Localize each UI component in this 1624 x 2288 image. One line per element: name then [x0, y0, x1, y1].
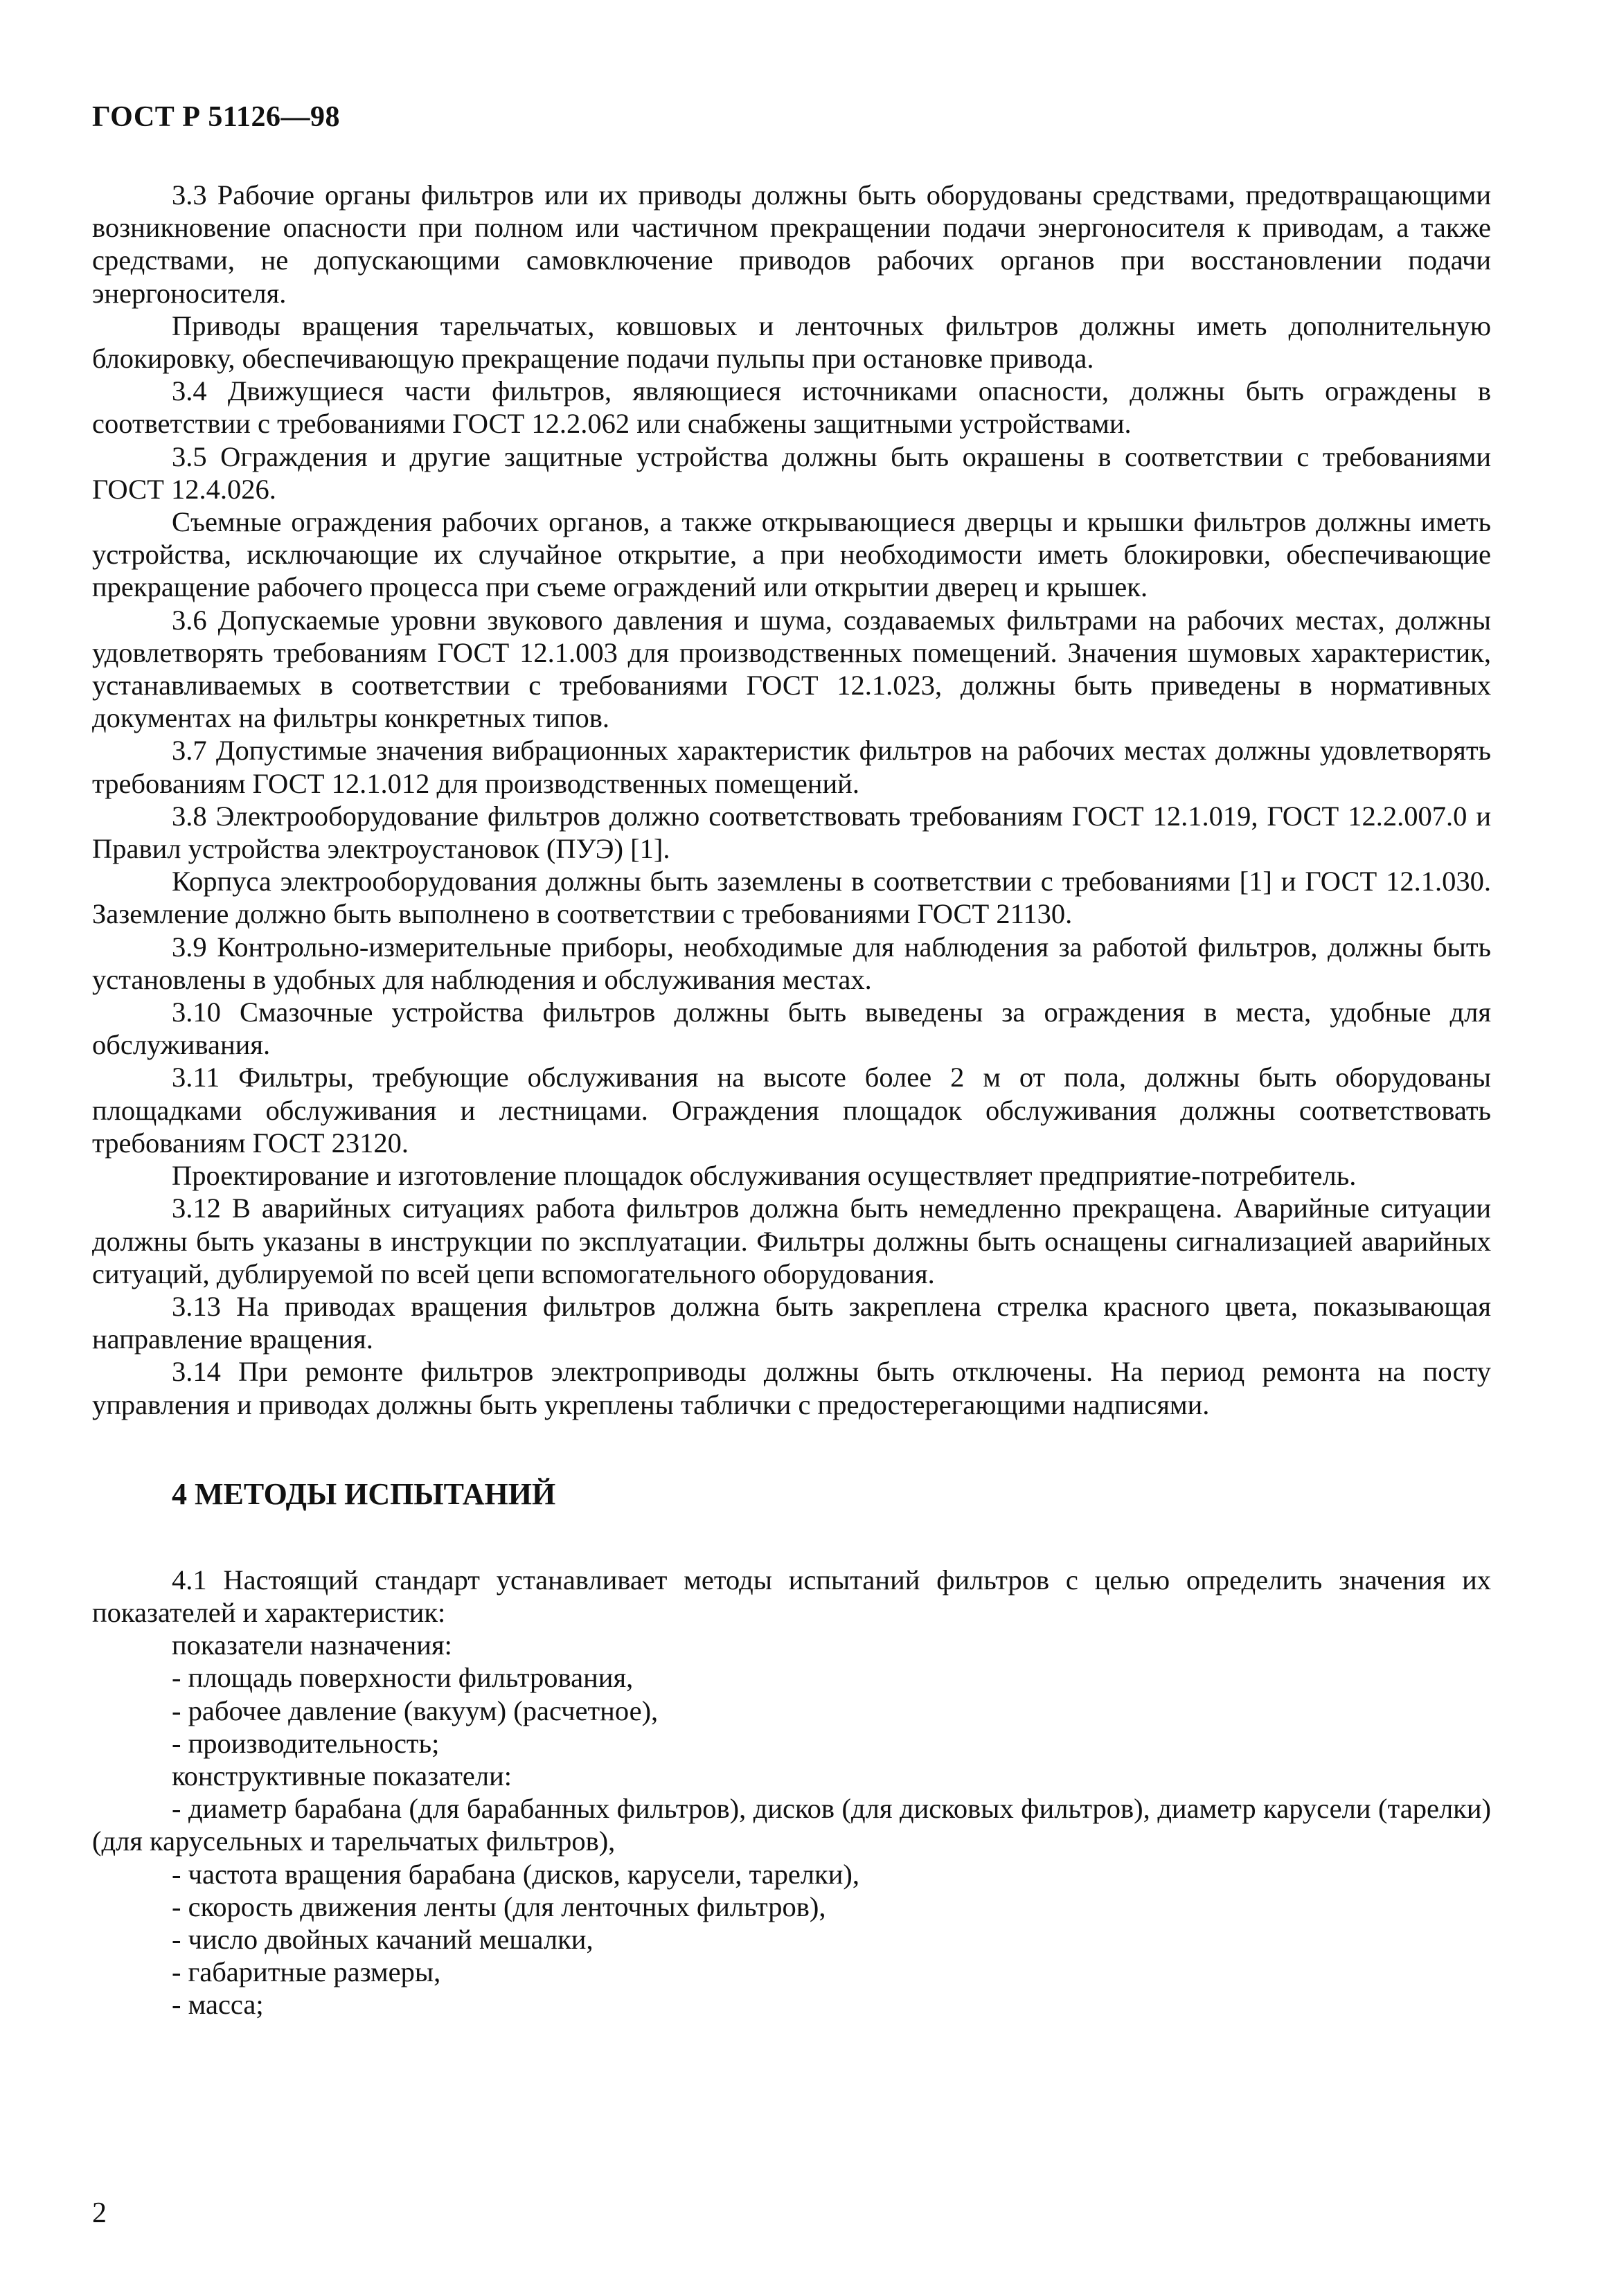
list-item: - масса;	[172, 1989, 264, 2021]
paragraph-3-8: 3.8 Электрооборудование фильтров должно соответствовать требованиям ГОСТ 12.1.019, ГОСТ 12.2.007.0 и Правил устройства электроустановок (ПУЭ) [1].	[92, 800, 1491, 865]
paragraph-3-5: 3.5 Ограждения и другие защитные устройства должны быть окрашены в соответствии с требованиями ГОСТ 12.4.026.	[92, 440, 1491, 505]
list-item: - скорость движения ленты (для ленточных фильтров),	[172, 1891, 826, 1922]
list-item: - число двойных качаний мешалки,	[172, 1923, 594, 1955]
paragraph-3-3: 3.3 Рабочие органы фильтров или их приводы должны быть оборудованы средствами, предотвращающими возникновение опасности при полном или частичном прекращении подачи энергоносителя к приводам, а также средствами, не допускающими самовключение приводов рабочих органов при восстановлении подачи энергоносителя.	[92, 179, 1491, 309]
design-indicators-label: конструктивные показатели:	[172, 1760, 512, 1791]
paragraph-3-6: 3.6 Допускаемые уровни звукового давления и шума, создаваемых фильтрами на рабочих местах, должны удовлетворять требованиям ГОСТ 12.1.003 для производственных помещений. Значения шумовых характеристик, устанавливаемых в соответствии с требованиями ГОСТ 12.1.023, должны быть приведены в нормативных документах на фильтры конкретных типов.	[92, 604, 1491, 734]
paragraph-3-11: 3.11 Фильтры, требующие обслуживания на высоте более 2 м от пола, должны быть оборудованы площадками обслуживания и лестницами. Ограждения площадок обслуживания должны соответствовать требованиям ГОСТ 23120.	[92, 1062, 1491, 1159]
list-item: - площадь поверхности фильтрования,	[172, 1662, 634, 1694]
list-item: - частота вращения барабана (дисков, карусели, тарелки),	[172, 1858, 860, 1890]
section-heading-4: 4 МЕТОДЫ ИСПЫТАНИЙ	[172, 1476, 556, 1511]
paragraph-4-1: 4.1 Настоящий стандарт устанавливает методы испытаний фильтров с целью определить значения их показателей и характеристик:	[92, 1564, 1491, 1628]
page-number: 2	[92, 2197, 107, 2229]
paragraph-3-12: 3.12 В аварийных ситуациях работа фильтров должна быть немедленно прекращена. Аварийные ситуации должны быть указаны в инструкции по эксплуатации. Фильтры должны быть оснащены сигнализацией аварийных ситуаций, дублируемой по всей цепи вспомогательного оборудования.	[92, 1192, 1491, 1289]
paragraph-3-9: 3.9 Контрольно-измерительные приборы, необходимые для наблюдения за работой фильтров, должны быть установлены в удобных для наблюдения и обслуживания местах.	[92, 931, 1491, 995]
document-header: ГОСТ Р 51126—98	[92, 101, 341, 133]
purpose-indicators-label: показатели назначения:	[172, 1629, 452, 1661]
paragraph-3-8-grounding: Корпуса электрооборудования должны быть заземлены в соответствии с требованиями [1] и ГОСТ 12.1.030. Заземление должно быть выполнено в соответствии с требованиями ГОСТ 21130.	[92, 866, 1491, 930]
paragraph-3-3-drives: Приводы вращения тарельчатых, ковшовых и ленточных фильтров должны иметь дополнительную блокировку, обеспечивающую прекращение подачи пульпы при остановке привода.	[92, 310, 1491, 375]
paragraph-3-7: 3.7 Допустимые значения вибрационных характеристик фильтров на рабочих местах должны удовлетворять требованиям ГОСТ 12.1.012 для производственных помещений.	[92, 735, 1491, 799]
list-item: - рабочее давление (вакуум) (расчетное),	[172, 1695, 659, 1726]
paragraph-3-4: 3.4 Движущиеся части фильтров, являющиеся источниками опасности, должны быть ограждены в соответствии с требованиями ГОСТ 12.2.062 или снабжены защитными устройствами.	[92, 375, 1491, 440]
paragraph-3-13: 3.13 На приводах вращения фильтров должна быть закреплена стрелка красного цвета, показывающая направление вращения.	[92, 1290, 1491, 1355]
paragraph-3-5-guards: Съемные ограждения рабочих органов, а также открывающиеся дверцы и крышки фильтров должны иметь устройства, исключающие их случайное открытие, а при необходимости иметь блокировки, обеспечивающие прекращение рабочего процесса при съеме ограждений или открытии дверец и крышек.	[92, 506, 1491, 603]
list-item: - габаритные размеры,	[172, 1956, 441, 1988]
paragraph-3-10: 3.10 Смазочные устройства фильтров должны быть выведены за ограждения в места, удобные для обслуживания.	[92, 996, 1491, 1061]
paragraph-3-11-platforms: Проектирование и изготовление площадок обслуживания осуществляет предприятие-потребитель.	[172, 1160, 1357, 1192]
list-item: - диаметр барабана (для барабанных фильтров), дисков (для дисковых фильтров), диаметр карусели (тарелки) (для карусельных и тарельчатых фильтров),	[92, 1793, 1491, 1857]
document-body	[92, 179, 1491, 2021]
list-item: - производительность;	[172, 1727, 440, 1759]
paragraph-3-14: 3.14 При ремонте фильтров электроприводы должны быть отключены. На период ремонта на посту управления и приводах должны быть укреплены таблички с предостерегающими надписями.	[92, 1356, 1491, 1420]
